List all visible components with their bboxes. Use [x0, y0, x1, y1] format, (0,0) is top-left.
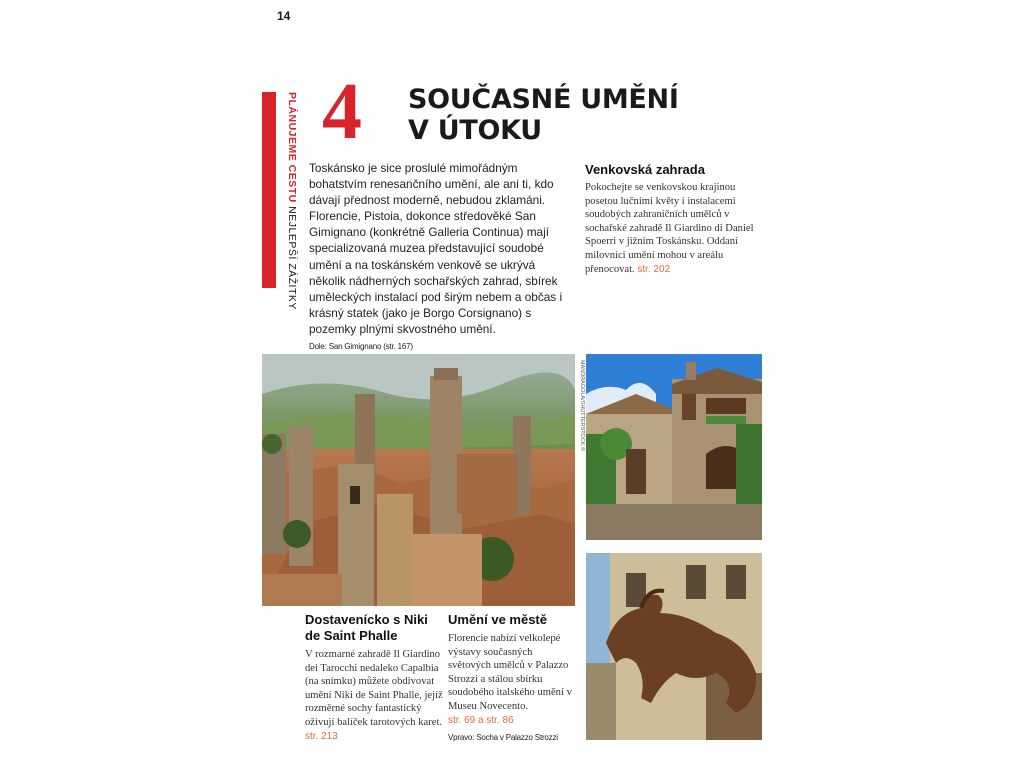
- intro-text: [309, 160, 573, 355]
- section-city: [448, 612, 578, 742]
- title-line-1: SOUČASNÉ UMĚNÍ: [408, 84, 679, 115]
- intro-caption: Dole: San Gimignano (str. 167): [309, 342, 413, 352]
- garden-body: Pokochejte se venkovskou krajinou posetou lučními květy i instalacemi soudobých zahraničních umělců v sochařské zahradě Il Giardino di Daniel Spoerri v jižním Toskánsku. Oddaní milovníci umění mohou v areálu přenocovat.: [585, 182, 754, 275]
- niki-body: V rozmarné zahradě Il Giardino dei Tarocchi nedaleko Capalbia (na snímku) můžete obdivovat umění Niki de Saint Phalle, jejíž rozměrné sochy fantastický oživují balíček tarotových karet.: [305, 649, 443, 728]
- garden-village-photo: [586, 354, 762, 540]
- title-line-2: V ÚTOKU: [408, 115, 542, 146]
- horse-statue-photo: [586, 553, 762, 740]
- niki-text: [305, 648, 443, 743]
- horse-illustration: [586, 553, 762, 740]
- village-illustration: [586, 354, 762, 540]
- chapter-label-rest: NEJLEPŠÍ ZÁŽITKY: [286, 202, 298, 310]
- garden-page-ref[interactable]: str. 202: [637, 263, 671, 275]
- feature-number: 4: [322, 68, 362, 156]
- san-gimignano-illustration: [262, 354, 575, 606]
- chapter-label: [286, 92, 300, 322]
- niki-title: Dostavenícko s Niki de Saint Phalle: [305, 612, 428, 643]
- page-title: [408, 84, 738, 146]
- page-number: 14: [277, 9, 291, 23]
- garden-title: Venkovská zahrada: [585, 162, 705, 177]
- chapter-label-bold: PLÁNUJEME CESTU: [286, 92, 298, 203]
- city-caption: Vpravo: Socha v Palazzo Strozzi: [448, 733, 558, 743]
- city-page-ref[interactable]: str. 69 a str. 86: [448, 714, 514, 726]
- garden-text: [585, 181, 765, 276]
- intro-paragraph: Toskánsko je sice proslulé mimořádným bohatstvím renesančního umění, ale ani ti, kdo dávají přednost moderně, nebudou zklamáni. Florencie, Pistoia, dokonce středověké San Gimignano (konkrétně Galleria Continua) mají specializovaná muzea představující soudobé umění a na toskánském venkově se ukrývá několik nádherných sochařských zahrad, sbírek uměleckých instalací pod širým nebem a občas i krásný statek (jako je Borgo Corsignano) s pozemky plnými skvostného umění.: [309, 161, 563, 336]
- niki-page-ref[interactable]: str. 213: [305, 730, 338, 742]
- san-gimignano-photo: [262, 354, 575, 606]
- section-niki: [305, 612, 443, 743]
- city-text: [448, 632, 578, 727]
- city-body: Florencie nabízí velkolepé výstavy současných světových umělců v Palazzo Strozzi a stálou sbírku soudobého italského umění v Museu Novecento.: [448, 633, 572, 712]
- city-title: Umění ve městě: [448, 612, 547, 627]
- chapter-color-bar: [262, 92, 276, 288]
- photo-credit: MANDRAGOLA/SHUTTERSTOCK ©: [579, 360, 585, 452]
- section-garden: [585, 162, 765, 276]
